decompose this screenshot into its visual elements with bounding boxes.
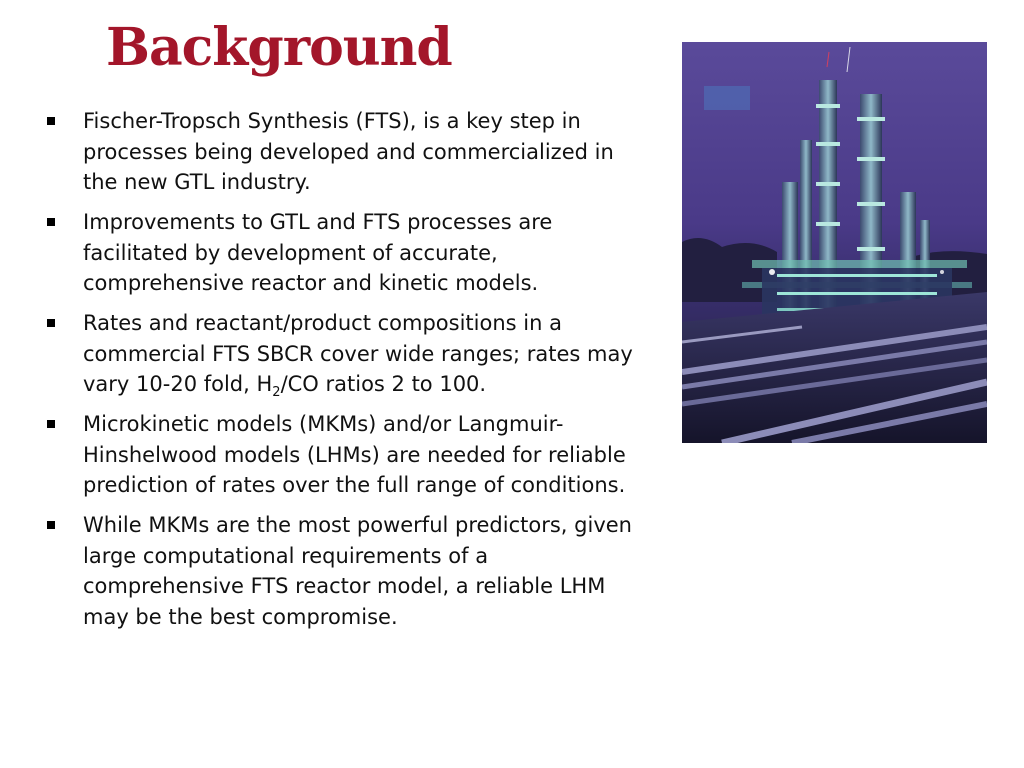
bullet-text: Microkinetic models (MKMs) and/or Langmuir-Hinshelwood models (LHMs) are needed for reliable prediction of rates over the full range of conditions. [83,412,626,497]
bullet-text [83,311,633,401]
bullet-item [44,510,654,632]
square-bullet-icon [47,319,55,327]
bullet-item [44,106,654,198]
square-bullet-icon [47,420,55,428]
bullet-item [44,409,654,501]
bullet-list [44,106,654,642]
bullet-item [44,207,654,299]
bullet-text: Fischer-Tropsch Synthesis (FTS), is a key step in processes being developed and commercialized in the new GTL industry. [83,109,614,194]
square-bullet-icon [47,218,55,226]
refinery-photo [682,42,987,443]
square-bullet-icon [47,117,55,125]
bullet-text: Improvements to GTL and FTS processes are facilitated by development of accurate, comprehensive reactor and kinetic models. [83,210,553,295]
bullet-text-part: /CO ratios 2 to 100. [280,372,487,396]
bullet-text: While MKMs are the most powerful predictors, given large computational requirements of a comprehensive FTS reactor model, a reliable LHM may be the best compromise. [83,513,632,629]
slide-title: Background [106,17,452,78]
subscript-2: 2 [272,385,281,401]
bullet-text-part: Rates and reactant/product compositions in a commercial FTS SBCR cover wide ranges; rates may vary 10-20 fold, H [83,311,633,396]
square-bullet-icon [47,521,55,529]
bullet-item [44,308,654,400]
